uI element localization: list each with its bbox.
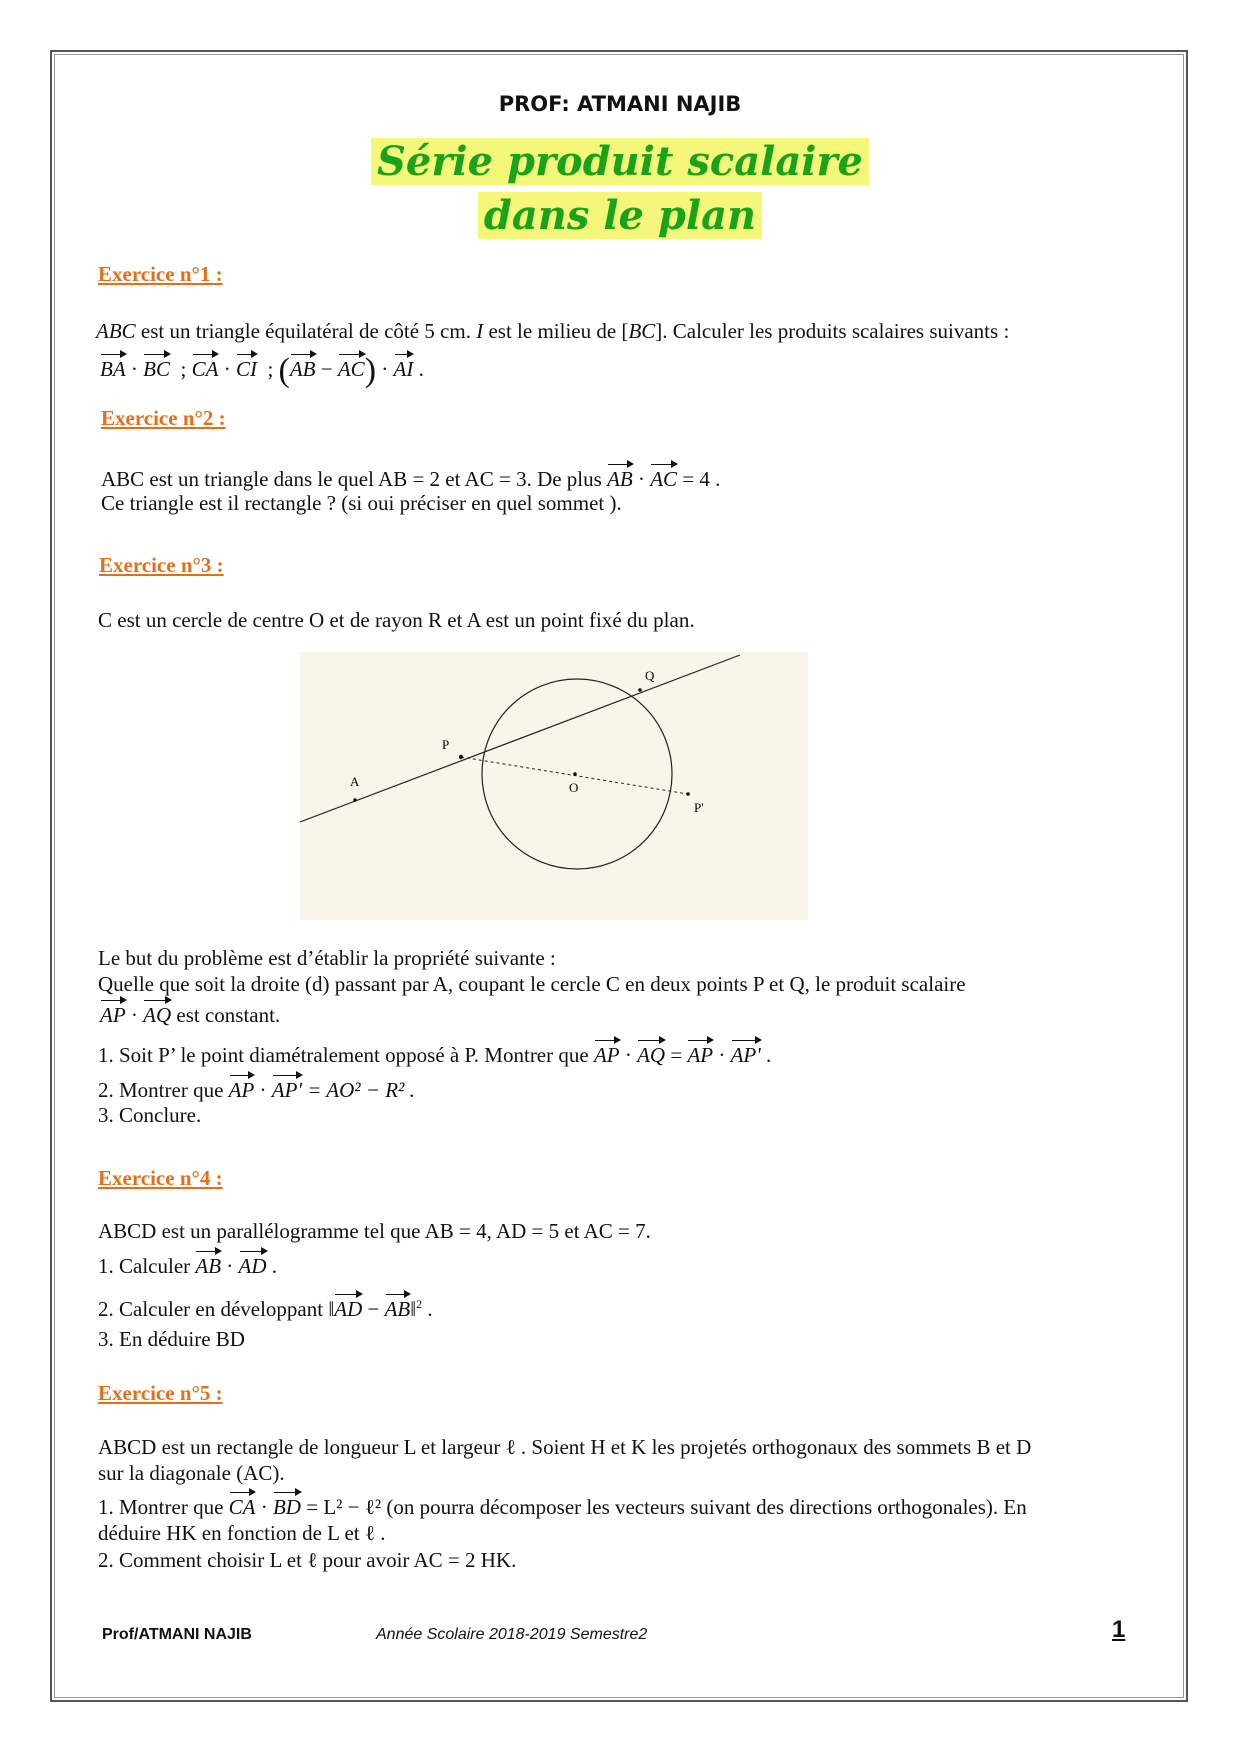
footer-school-year: Année Scolaire 2018-2019 Semestre2: [376, 1626, 648, 1643]
footer-author: Prof/ATMANI NAJIB: [102, 1626, 252, 1643]
exercise-4-heading: Exercice n°4 :: [98, 1166, 223, 1190]
exercise-4-question-3: 3. En déduire BD: [98, 1327, 245, 1351]
page-number: 1: [1112, 1616, 1126, 1643]
exercise-3-goal-1: Le but du problème est d’établir la propriété suivante :: [98, 946, 556, 970]
exercise-5-line-1: ABCD est un rectangle de longueur L et largeur ℓ . Soient H et K les projetés orthogonaux des sommets B et D: [98, 1435, 1032, 1459]
exercise-2-heading: Exercice n°2 :: [101, 406, 226, 430]
label-o: O: [569, 780, 579, 795]
exercise-3-intro: C est un cercle de centre O et de rayon R et A est un point fixé du plan.: [98, 608, 695, 632]
exercise-3-question-1: 1. Soit P’ le point diamétralement opposé à P. Montrer que AP · AQ = AP · AP' .: [98, 1040, 771, 1068]
exercise-3-heading: Exercice n°3 :: [99, 553, 224, 577]
title-line-2: dans le plan: [0, 190, 1240, 242]
exercise-2-line-1: ABC est un triangle dans le quel AB = 2 et AC = 3. De plus AB · AC = 4 .: [101, 464, 720, 492]
exercise-5-line-2: sur la diagonale (AC).: [98, 1461, 285, 1485]
circle-diagram: [300, 652, 808, 920]
label-q: Q: [645, 668, 655, 683]
point-p: [459, 755, 463, 759]
exercise-1-statement: ABC est un triangle équilatéral de côté 5 cm. I est le milieu de [BC]. Calculer les produits scalaires suivants :: [96, 319, 1010, 343]
line-d: [300, 655, 740, 822]
label-p-prime: P': [694, 800, 704, 815]
exercise-4-statement: ABCD est un parallélogramme tel que AB = 4, AD = 5 et AC = 7.: [98, 1219, 651, 1243]
author-header: PROF: ATMANI NAJIB: [498, 92, 742, 116]
point-q: [638, 688, 642, 692]
exercise-1-heading: Exercice n°1 :: [98, 262, 223, 286]
circle-figure: [300, 652, 808, 920]
exercise-5-question-1: 1. Montrer que CA · BD = L² − ℓ² (on pourra décomposer les vecteurs suivant des directions orthogonales). En: [98, 1492, 1027, 1520]
exercise-5-heading: Exercice n°5 :: [98, 1381, 223, 1405]
exercise-4-question-2: 2. Calculer en développant ‖AD − AB‖$^2$ .: [98, 1291, 433, 1322]
label-p: P: [442, 737, 450, 752]
point-p-prime: [686, 792, 690, 796]
point-a: [353, 798, 357, 802]
title-line-1: Série produit scalaire: [0, 136, 1240, 188]
circle-c: [482, 679, 672, 869]
exercise-5-question-1-cont: déduire HK en fonction de L et ℓ .: [98, 1521, 386, 1545]
exercise-4-question-1: 1. Calculer AB · AD .: [98, 1251, 277, 1279]
exercise-3-question-2: 2. Montrer que AP · AP' = AO² − R² .: [98, 1075, 415, 1103]
exercise-5-question-2: 2. Comment choisir L et ℓ pour avoir AC = 2 HK.: [98, 1548, 517, 1572]
exercise-3-question-3: 3. Conclure.: [98, 1103, 202, 1127]
exercise-1-products: BA · BC ; CA · CI ; (AB − AC) · AI .: [100, 352, 424, 389]
exercise-2-line-2: Ce triangle est il rectangle ? (si oui préciser en quel sommet ).: [101, 491, 622, 515]
point-o: [573, 772, 577, 776]
exercise-3-goal-2: Quelle que soit la droite (d) passant par A, coupant le cercle C en deux points P et Q, le produit scalaire: [98, 972, 966, 996]
label-a: A: [350, 774, 360, 789]
exercise-3-goal-3: AP · AQ est constant.: [100, 1000, 280, 1028]
